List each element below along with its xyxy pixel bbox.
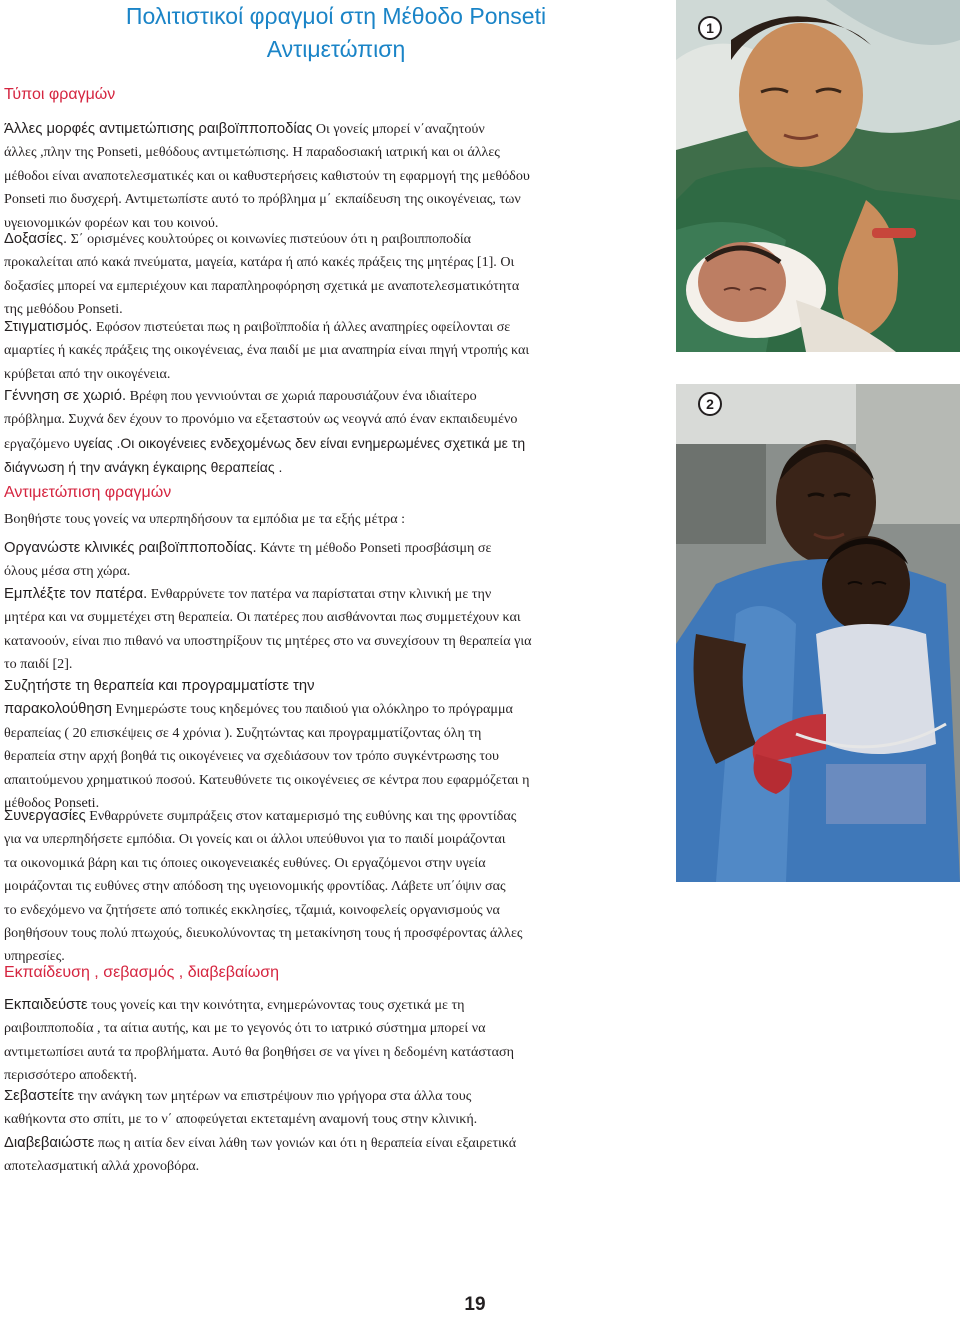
paragraph-line: μοιράζονται τις ευθύνες στην απόδοση της υγειονομικής φροντίδας. Λάβετε υπ΄όψιν σας xyxy=(4,878,506,895)
barriers-heading: Τύποι φραγμών xyxy=(4,86,116,103)
paragraph-line: μέθοδοι είναι αναποτελεσματικές και οι καθυστερήσεις καθιστούν τη εφαρμογή της μεθόδου xyxy=(4,167,530,184)
paragraph-line: ραιβοιπποποδία , τα αίτια αυτής, και με το γεγονός ότι το ιατρικό σύστημα μπορεί να xyxy=(4,1020,486,1037)
education-heading: Εκπαίδευση , σεβασμός , διαβεβαίωση xyxy=(4,964,280,981)
paragraph-line: υγειονομικών φορέων και του κοινού. xyxy=(4,214,219,231)
paragraph-lead: Συζητήστε τη θεραπεία και προγραμματίστε την xyxy=(4,678,315,694)
paragraph-line: εργαζόμενο υγείας .Οι οικογένειες ενδεχομένως δεν είναι ενημερωμένες σχετικά με τη xyxy=(4,434,526,452)
solutions-intro xyxy=(4,508,644,531)
paragraph-line: διάγνωση ή την ανάγκη έγκαιρης θεραπείας . xyxy=(4,459,283,476)
paragraph-line: Στιγματισμός. Εφόσον πιστεύεται πως η ραιβοϊπποδία ή άλλες αναπηρίες οφείλονται σε xyxy=(4,319,511,335)
paragraph-line: Εμπλέξτε τον πατέρα. Ενθαρρύνετε τον πατέρα να παρίσταται στην κλινική με την xyxy=(4,586,492,602)
paragraph-line: θεραπείας ( 20 επισκέψεις σε 4 χρόνια ). Συζητώντας και προγραμματίζοντας όλη τη xyxy=(4,724,482,741)
paragraph-line: Άλλες μορφές αντιμετώπισης ραιβοϊπποποδίας Οι γονείς μπορεί ν΄αναζητούν xyxy=(4,121,485,137)
paragraph-line: το ενδεχόμενο να ζητήσετε από τοπικές εκκλησίες, τζαμιά, κοινοφελείς οργανισμούς να xyxy=(4,901,500,918)
paragraph-lead: Γέννηση σε χωριό. xyxy=(4,388,127,404)
paragraph-lead: Διαβεβαιώστε xyxy=(4,1135,95,1151)
paragraph-line: Γέννηση σε χωριό. Βρέφη που γεννιούνται σε χωριά παρουσιάζουν ένα ιδιαίτερο xyxy=(4,388,477,404)
paragraph-line: Διαβεβαιώστε πως η αιτία δεν είναι λάθη των γονιών και ότι η θεραπεία είναι εξαιρετικά xyxy=(4,1135,517,1151)
solution-father xyxy=(4,583,644,677)
paragraph-line: όλους μέσα στη χώρα. xyxy=(4,563,131,580)
paragraph-line: για να υπερπηδήσετε εμπόδια. Οι γονείς και οι άλλοι υπεύθυνοι για το παιδί μοιράζονται xyxy=(4,831,506,848)
barrier-other-treatments xyxy=(4,118,644,235)
paragraph-line: Εκπαιδεύστε τους γονείς και την κοινότητα, ενημερώνοντας τους σχετικά με τη xyxy=(4,997,465,1013)
paragraph-line: απαιτούμενου χρηματικού ποσού. Κατευθύνετε τις οικογένειες σε κέντρα που εφαρμόζεται η xyxy=(4,771,530,788)
page-number: 19 xyxy=(464,1294,486,1315)
paragraph-lead: Οργανώστε κλινικές ραιβοϊπποποδίας. xyxy=(4,540,257,556)
barrier-beliefs xyxy=(4,228,644,322)
paragraph-lead: παρακολούθηση xyxy=(4,701,113,718)
page-title xyxy=(0,0,672,66)
paragraph-line: Ponseti πιο δυσχερή. Αντιμετωπίστε αυτό το πρόβλημα μ΄ εκπαίδευση της οικογένειας, των xyxy=(4,191,521,208)
paragraph-line: Δοξασίες. Σ΄ ορισμένες κουλτούρες οι κοινωνίες πιστεύουν ότι η ραιβοιπποποδία xyxy=(4,231,472,247)
education-educate xyxy=(4,994,644,1088)
paragraph-lead: Συνεργασίες xyxy=(4,808,86,824)
father-child-photo xyxy=(676,384,960,882)
solutions-heading: Αντιμετώπιση φραγμών xyxy=(4,484,172,501)
paragraph-line: Οργανώστε κλινικές ραιβοϊπποποδίας. Κάντε τη μέθοδο Ponseti προσβάσιμη σε xyxy=(4,540,492,556)
paragraph-line: δοξασίες μπορεί να εμπεριέχουν και παραπληροφόρηση σχετικά με αναποτελεσματικότητα xyxy=(4,277,520,294)
paragraph-line: το παιδί [2]. xyxy=(4,656,73,673)
paragraph-line: περισσότερο αποδεκτή. xyxy=(4,1067,138,1084)
paragraph-line: αμαρτίες ή κακές πράξεις της οικογένειας, ένα παιδί με μια αναπηρία είναι πηγή ντροπής και xyxy=(4,342,530,359)
paragraph-line: παρακολούθηση Ενημερώστε τους κηδεμόνες του παιδιού για ολόκληρο το πρόγραμμα xyxy=(4,701,513,718)
paragraph-line: προκαλείται από κακά πνεύματα, μαγεία, κατάρα ή από κακές πράξεις της μητέρας [1]. Οι xyxy=(4,254,515,271)
paragraph-line: της μεθόδου Ponseti. xyxy=(4,301,123,318)
paragraph-line: βοηθήσουν τους πολύ πτωχούς, διευκολύνοντας τη μετακίνηση τους ή προσφέροντας άλλες xyxy=(4,925,523,942)
paragraph-line: Συνεργασίες Ενθαρρύνετε συμπράξεις στον καταμερισμό της ευθύνης και της φροντίδας xyxy=(4,808,517,824)
paragraph-line: αποτελασματική αλλά χρονοβόρα. xyxy=(4,1158,200,1175)
paragraph-line: μέθοδος Ponseti. xyxy=(4,795,100,812)
barrier-stigma xyxy=(4,316,644,386)
mother-newborn-photo xyxy=(676,0,960,352)
paragraph-line: κρύβεται από την οικογένεια. xyxy=(4,365,171,382)
paragraph-lead: Εκπαιδεύστε xyxy=(4,997,88,1013)
paragraph-line: μητέρα και να συμμετέχει στη θεραπεία. Οι πατέρες που αισθάνονται πως συμμετέχουν και xyxy=(4,609,521,626)
paragraph-lead: Εμπλέξτε τον πατέρα. xyxy=(4,586,148,602)
paragraph-line: πρόβλημα. Συχνά δεν έχουν το προνόμιο να εξεταστούν ως νεογνά από έναν εκπαιδευμένο xyxy=(4,411,518,428)
paragraph-line: τα οικονομικά βάρη και τις όποιες οικογενειακές ευθύνες. Οι εργαζόμενοι στην υγεία xyxy=(4,854,486,871)
solution-clinics xyxy=(4,537,644,584)
paragraph-line: κατανοούν, είναι πιο πιθανό να υποστηρίξουν τις μητέρες στο να συνεχίσουν τη θεραπεία για xyxy=(4,632,532,649)
paragraph-line: άλλες ,πλην της Ponseti, μεθόδους αντιμετώπισης. Η παραδοσιακή ιατρική και οι άλλες xyxy=(4,144,500,161)
paragraph-line: αντιμετωπίσει αυτά τα προβλήματα. Αυτό θα βοηθήσει σε να γίνει η δεδομένη κατάσταση xyxy=(4,1043,515,1060)
page-title-line-1: Πολιτιστικοί φραγμοί στη Μέθοδο Ponseti xyxy=(125,3,547,29)
page-title-line-2: Αντιμετώπιση xyxy=(266,36,406,62)
paragraph-lead: Άλλες μορφές αντιμετώπισης ραιβοϊπποποδίας xyxy=(4,121,313,137)
paragraph-line: Βοηθήστε τους γονείς να υπερπηδήσουν τα εμπόδια με τα εξής μέτρα : xyxy=(4,511,406,527)
paragraph-lead: Δοξασίες. xyxy=(4,231,68,247)
paragraph-line: υπηρεσίες. xyxy=(4,948,65,965)
solution-followup xyxy=(4,675,644,815)
paragraph-line: θεραπεία στην αρχή βοηθά τις οικογένειες να σχεδιάσουν τον τρόπο συγκέντρωσης του xyxy=(4,748,500,765)
paragraph-line: καθήκοντα στο σπίτι, με το ν΄ αποφεύγεται εκτεταμένη αναμονή τους στην κλινική. xyxy=(4,1111,478,1128)
paragraph-lead: Στιγματισμός. xyxy=(4,319,93,335)
barrier-village-birth xyxy=(4,385,644,480)
paragraph-lead: Σεβαστείτε xyxy=(4,1088,75,1104)
figure-2-badge: 2 xyxy=(698,392,722,416)
solution-partnerships xyxy=(4,805,644,969)
education-respect xyxy=(4,1085,644,1132)
paragraph-line: Σεβαστείτε την ανάγκη των μητέρων να επιστρέψουν πιο γρήγορα στα άλλα τους xyxy=(4,1088,472,1104)
education-reassure xyxy=(4,1132,644,1179)
figure-1-badge: 1 xyxy=(698,16,722,40)
